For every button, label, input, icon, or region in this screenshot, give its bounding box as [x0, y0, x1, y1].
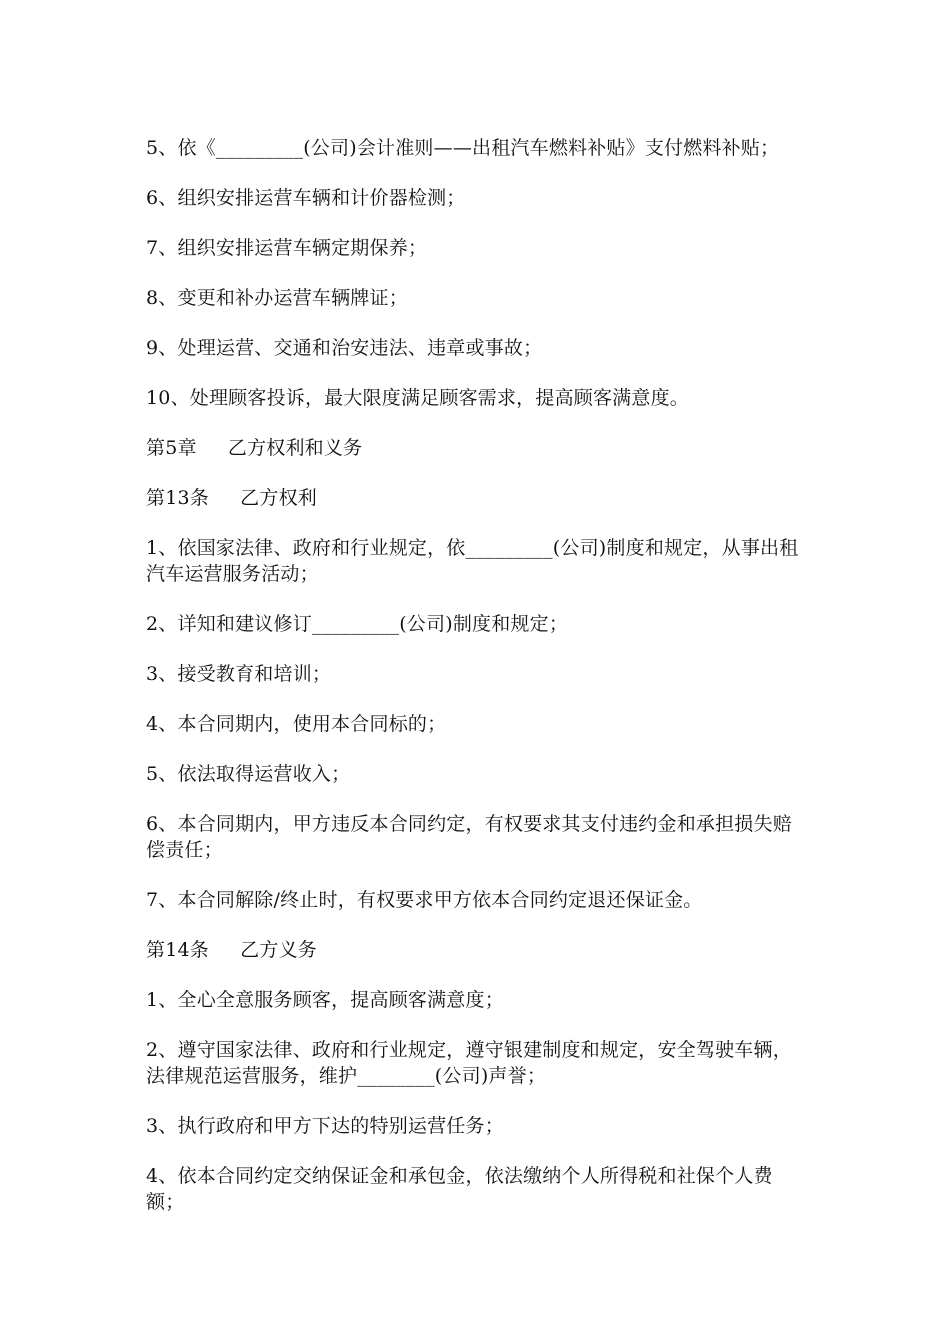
clause-paragraph: 1、依国家法律、政府和行业规定，依_________(公司)制度和规定，从事出租汽车运营服务活动； [146, 537, 799, 585]
clause-paragraph: 10、处理顾客投诉，最大限度满足顾客需求，提高顾客满意度。 [146, 387, 689, 409]
clause-paragraph: 4、本合同期内，使用本合同标的； [146, 713, 447, 735]
clause-paragraph: 2、遵守国家法律、政府和行业规定，遵守银建制度和规定，安全驾驶车辆，法律规范运营服务，维护________(公司)声誉； [146, 1039, 792, 1087]
chapter-heading: 第5章 乙方权利和义务 [146, 437, 363, 459]
clause-paragraph: 8、变更和补办运营车辆牌证； [146, 287, 408, 309]
clause-paragraph: 7、本合同解除/终止时，有权要求甲方依本合同约定退还保证金。 [146, 889, 703, 911]
clause-paragraph: 9、处理运营、交通和治安违法、违章或事故； [146, 337, 543, 359]
clause-paragraph: 3、接受教育和培训； [146, 663, 332, 685]
clause-paragraph: 6、组织安排运营车辆和计价器检测； [146, 187, 466, 209]
clause-paragraph: 4、依本合同约定交纳保证金和承包金，依法缴纳个人所得税和社保个人费额； [146, 1165, 773, 1213]
clause-paragraph: 1、全心全意服务顾客，提高顾客满意度； [146, 989, 504, 1011]
clause-paragraph: 7、组织安排运营车辆定期保养； [146, 237, 428, 259]
clause-paragraph: 5、依《_________(公司)会计准则——出租汽车燃料补贴》支付燃料补贴； [146, 137, 780, 159]
clause-paragraph: 2、详知和建议修订_________(公司)制度和规定； [146, 613, 569, 635]
clause-paragraph: 5、依法取得运营收入； [146, 763, 351, 785]
clause-paragraph: 3、执行政府和甲方下达的特别运营任务； [146, 1115, 504, 1137]
article-heading: 第13条 乙方权利 [146, 487, 317, 509]
clause-paragraph: 6、本合同期内，甲方违反本合同约定，有权要求其支付违约金和承担损失赔偿责任； [146, 813, 792, 861]
document-body [146, 135, 810, 1239]
article-heading: 第14条 乙方义务 [146, 939, 317, 961]
